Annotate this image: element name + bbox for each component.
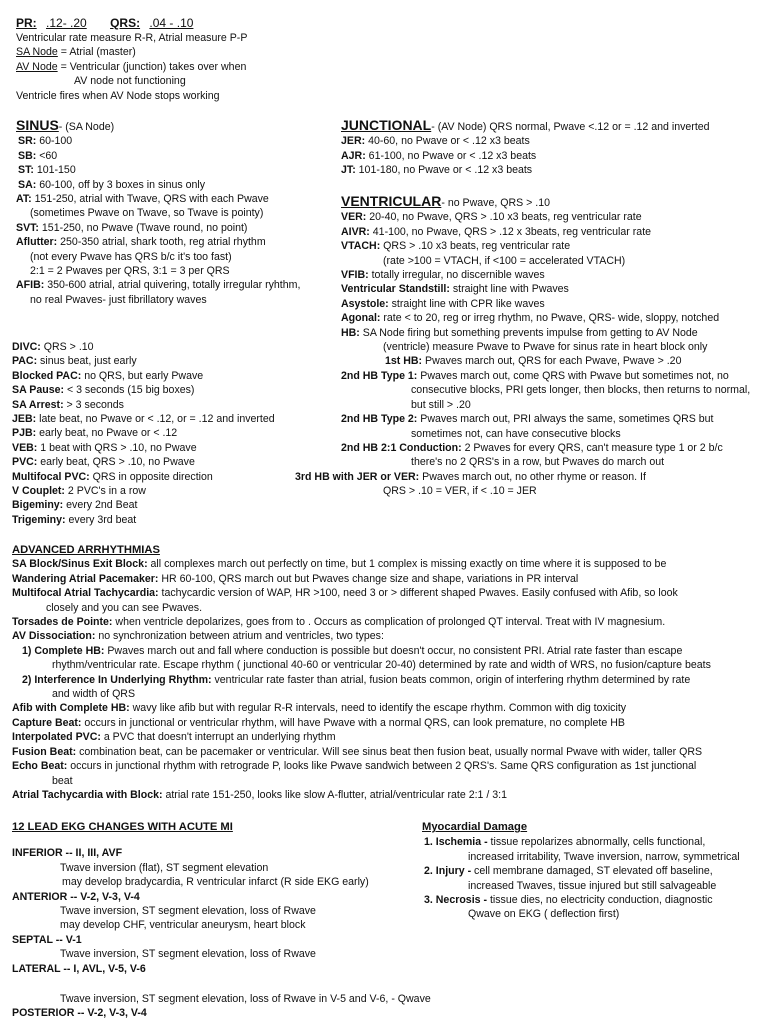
term-text: tachycardic version of WAP, HR >100, need 3 or > different shaped Pwaves. Easily confused with Afib, so look [158,587,678,600]
term-label: 1. Ischemia - [424,836,488,849]
note-line [16,192,346,206]
term-text: atrial rate 151-250, looks like slow A-flutter, atrial/ventricular rate 2:1 / 3:1 [162,788,507,801]
note-line [12,644,762,658]
term-text: early beat, no Pwave or < .12 [36,427,178,440]
term-label: 2) Interference In Underlying Rhythm: [22,673,212,686]
term-text: 60-100, off by 3 boxes in sinus only [36,178,206,191]
note-line [12,470,342,484]
note-line [12,398,342,412]
ekg-section [12,820,431,1021]
note-line [341,163,761,177]
term-text: (ventricle) measure Pwave to Pwave for sinus rate in heart block only [383,341,708,354]
term-text: (rate >100 = VTACH, if <100 = accelerated VTACH) [383,254,626,267]
note-line [341,383,761,397]
myocardial-damage-title: Myocardial Damage [422,821,528,833]
term-label: Wandering Atrial Pacemaker: [12,572,159,585]
term-label: HB: [341,326,360,339]
note-line [341,427,761,441]
note-line [12,498,342,512]
note-line [341,311,761,325]
av-node-term: AV Node [16,60,58,73]
note-line [341,239,761,253]
term-label: 1) Complete HB: [22,644,105,657]
note-line [12,484,342,498]
rate-measure-line: Ventricular rate measure R-R, Atrial measure P-P [16,32,248,44]
term-label: Multifocal PVC: [12,470,90,483]
term-text: QRS in opposite direction [89,470,213,483]
term-label: JER: [341,135,366,148]
ekg-lead-detail: may develop CHF, ventricular aneurysm, heart block [60,919,306,932]
note-line [16,278,346,292]
note-line [12,354,342,368]
term-text: sometimes not, can have consecutive blocks [411,427,621,440]
myocardial-damage-list [422,835,764,921]
note-line [12,441,342,455]
term-label: Asystole: [341,297,389,310]
ekg-lead-detail: may develop bradycardia, R ventricular infarct (R side EKG early) [62,876,369,889]
note-line [12,586,762,600]
ekg-lead-detail: Twave inversion (flat), ST segment elevation [60,861,269,874]
term-label: Multifocal Atrial Tachycardia: [12,587,159,600]
term-text: Pwaves march out, come QRS with Pwave but sometimes not, no [417,369,729,382]
term-text: totally irregular, no discernible waves [368,269,545,282]
term-text: (not every Pwave has QRS b/c it's too fast) [30,250,232,263]
term-text: HR 60-100, QRS march out but Pwaves change size and shape, variations in PR interval [158,572,579,585]
note-line [422,907,764,921]
term-label: 1st HB: [385,355,423,368]
term-text: late beat, no Pwave or < .12, or = .12 and inverted [36,413,275,426]
term-text: Pwaves march out and fall where conduction is possible but doesn't occur, no consistent PRI. Atrial rate faster than escape [104,644,683,657]
note-line [341,369,761,383]
ekg-lead-heading: SEPTAL -- V-1 [12,933,82,946]
term-text: no synchronization between atrium and ventricles, two types: [95,630,384,643]
term-text: < 3 seconds (15 big boxes) [64,384,195,397]
note-line [12,788,762,802]
note-line [16,293,346,307]
term-text: when ventricle depolarizes, goes from to . Occurs as complication of prolonged QT interval. Treat with IV magnesium. [112,616,666,629]
sinus-heading [16,118,346,134]
note-line [16,206,346,220]
heart-block-list [295,354,761,498]
note-line [422,879,764,893]
sinus-section [16,118,346,307]
note-line [12,716,762,730]
av-node-line [16,60,247,74]
term-text: Pwaves march out, no other rhyme or reason. If [419,470,646,483]
term-text: 2 PVC's in a row [64,485,146,498]
term-text: and width of QRS [52,688,136,701]
note-line [12,426,342,440]
note-line [16,264,346,278]
term-label: Interpolated PVC: [12,731,101,744]
note-line [341,149,761,163]
av-node-cont: AV node not functioning [74,75,186,88]
note-line [12,701,762,715]
term-text: straight line with Pwaves [449,283,569,296]
sinus-title-suffix: - (SA Node) [58,121,115,133]
junctional-heading [341,118,761,134]
note-line [12,513,342,527]
term-text: wavy like afib but with regular R-R intervals, need to identify the escape rhythm. Common with dig toxicity [129,702,627,715]
term-text: rhythm/ventricular rate. Escape rhythm ( junctional 40-60 or ventricular 20-40) determined by rate and width of WRS, no fusion/capture beats [52,659,711,672]
note-line [12,383,342,397]
note-line [341,326,761,340]
term-label: V Couplet: [12,485,65,498]
note-line [341,210,761,224]
ekg-lead-detail: Twave inversion, ST segment elevation, loss of Rwave [60,905,316,918]
qrs-value: .04 - .10 [149,16,194,30]
junctional-title-suffix: - (AV Node) QRS normal, Pwave <.12 or = .12 and inverted [431,121,710,133]
term-label: ST: [18,164,34,177]
term-text: occurs in junctional rhythm with retrograde P, looks like Pwave sandwich between 2 QRS's. Same QRS configuration as 1st junctional [67,760,697,773]
sinus-list [16,134,346,307]
term-text: 41-100, no Pwave, QRS > .12 x 3beats, reg ventricular rate [369,225,652,238]
note-line [341,354,761,368]
term-label: 3rd HB with JER or VER: [295,470,420,483]
term-label: SB: [18,149,37,162]
term-label: PJB: [12,427,37,440]
term-label: PAC: [12,355,38,368]
ventricular-list [341,210,761,354]
note-line [12,601,762,615]
note-line [341,412,761,426]
term-label: 2. Injury - [424,865,472,878]
ekg-lead-heading: LATERAL -- I, AVL, V-5, V-6 [12,962,146,975]
note-line [12,615,762,629]
ventricular-title-suffix: - no Pwave, QRS > .10 [441,197,550,209]
note-line [422,864,764,878]
term-text: all complexes march out perfectly on time, but 1 complex is missing exactly on time where it is supposed to be [147,558,667,571]
advanced-title: ADVANCED ARRHYTHMIAS [12,544,160,556]
term-label: VEB: [12,441,38,454]
term-text: beat [52,774,73,787]
note-line [12,629,762,643]
term-text: 350-600 atrial, atrial quivering, totally irregular ryhthm, [44,279,301,292]
term-label: SVT: [16,221,39,234]
term-text: QRS > .10 = VER, if < .10 = JER [383,485,537,498]
note-line [12,658,762,672]
term-label: SA: [18,178,37,191]
term-text: occurs in junctional or ventricular rhythm, will have Pwave with a normal QRS, can look premature, no complete HB [81,716,625,729]
note-line [12,572,762,586]
term-text: 250-350 atrial, shark tooth, reg atrial rhythm [57,236,266,249]
term-label: PVC: [12,456,38,469]
note-line [16,250,346,264]
interval-line [16,16,247,31]
term-text: 2 Pwaves for every QRS, can't measure type 1 or 2 b/c [461,441,723,454]
term-text: 60-100 [36,135,73,148]
term-text: 2:1 = 2 Pwaves per QRS, 3:1 = 3 per QRS [30,265,230,278]
note-line [12,673,762,687]
advanced-section [12,543,762,802]
note-line [341,282,761,296]
note-line [12,412,342,426]
note-line [422,850,764,864]
term-label: Capture Beat: [12,716,82,729]
ekg-title: 12 LEAD EKG CHANGES WITH ACUTE MI [12,821,233,833]
junctional-section [341,118,761,178]
term-text: rate < to 20, reg or irreg rhythm, no Pwave, QRS- wide, sloppy, notched [380,312,720,325]
note-line [12,745,762,759]
term-text: consecutive blocks, PRI gets longer, then blocks, then returns to normal, [411,384,751,397]
sa-node-term: SA Node [16,46,58,59]
myocardial-damage-section [422,820,764,922]
term-label: SA Block/Sinus Exit Block: [12,558,148,571]
note-line [422,835,764,849]
term-label: SA Pause: [12,384,65,397]
note-line [16,134,346,148]
term-label: Ventricular Standstill: [341,283,450,296]
term-text: sinus beat, just early [37,355,137,368]
term-label: Aflutter: [16,236,58,249]
note-line [295,470,761,484]
term-label: JT: [341,164,356,177]
ventricular-heading [341,194,761,210]
term-text: Pwaves march out, PRI always the same, sometimes QRS but [417,413,714,426]
ekg-lead-heading: INFERIOR -- II, III, AVF [12,847,123,860]
term-text: increased Twaves, tissue injured but still salvageable [468,879,717,892]
note-line [12,455,342,469]
term-label: SA Arrest: [12,398,64,411]
term-label: Fusion Beat: [12,745,77,758]
ventricle-fires-line: Ventricle fires when AV Node stops working [16,89,220,102]
junctional-list [341,134,761,177]
term-text: straight line with CPR like waves [388,297,545,310]
qrs-label: QRS: [110,16,141,30]
ekg-list [12,846,431,1020]
term-label: Echo Beat: [12,760,68,773]
note-line [16,221,346,235]
term-text: every 2nd Beat [63,499,138,512]
term-text: a PVC that doesn't interrupt an underlying rhythm [100,731,336,744]
term-text: 40-60, no Pwave or < .12 x3 beats [365,135,530,148]
term-text: Pwaves march out, QRS for each Pwave, Pwave > .20 [422,355,682,368]
note-line [422,893,764,907]
note-line [12,687,762,701]
term-text: QRS > .10 x3 beats, reg ventricular rate [380,240,571,253]
ventricular-section [295,193,761,499]
note-line [341,340,761,354]
ventricular-title: VENTRICULAR [341,193,442,209]
ekg-lead-detail: Twave inversion, ST segment elevation, loss of Rwave in V-5 and V-6, - Qwave [60,993,431,1006]
term-text: cell membrane damaged, ST elevated off baseline, [471,865,713,878]
advanced-list [12,557,762,802]
term-text: there's no 2 QRS's in a row, but Pwaves do march out [411,456,665,469]
term-label: 3. Necrosis - [424,894,488,907]
term-label: Agonal: [341,312,381,325]
term-label: 2nd HB Type 2: [341,413,418,426]
term-text: ventricular rate faster than atrial, fusion beats common, origin of interfering rhythm determined by rate [211,673,691,686]
av-node-def: = Ventricular (junction) takes over when [57,60,247,73]
term-label: JEB: [12,413,37,426]
term-text: tissue repolarizes abnormally, cells functional, [487,836,706,849]
term-text: combination beat, can be pacemaker or ventricular. Will see sinus beat then fusion beat, usually normal Pwave with wider, taller QRS [76,745,703,758]
term-label: Trigeminy: [12,513,66,526]
term-text: increased irritability, Twave inversion, narrow, symmetrical [468,850,740,863]
term-label: AT: [16,193,32,206]
term-text: 151-250, atrial with Twave, QRS with each Pwave [31,193,269,206]
term-text: <60 [36,149,58,162]
note-line [12,340,342,354]
term-label: AFIB: [16,279,45,292]
sinus-title: SINUS [16,117,59,133]
note-line [12,774,762,788]
sa-node-line [16,45,247,59]
misc-list [12,340,342,527]
term-label: VER: [341,211,367,224]
junctional-title: JUNCTIONAL [341,117,432,133]
term-label: Torsades de Pointe: [12,616,113,629]
term-text: SA Node firing but something prevents impulse from getting to AV Node [359,326,698,339]
note-line [341,297,761,311]
term-text: Qwave on EKG ( deflection first) [468,908,620,921]
term-text: but still > .20 [411,398,471,411]
note-line [16,149,346,163]
note-line [12,730,762,744]
pr-value: .12- .20 [46,16,87,30]
note-line [341,484,761,498]
note-line [341,254,761,268]
ekg-lead-heading: ANTERIOR -- V-2, V-3, V-4 [12,890,140,903]
term-text: QRS > .10 [40,341,94,353]
ekg-lead-detail: Twave inversion, ST segment elevation, loss of Rwave [60,948,316,961]
term-text: 101-150 [33,164,76,177]
term-text: tissue dies, no electricity conduction, diagnostic [487,894,713,907]
term-label: AV Dissociation: [12,630,96,643]
misc-section [12,340,342,527]
note-line [341,455,761,469]
term-text: no QRS, but early Pwave [81,369,204,382]
note-line [341,225,761,239]
term-label: DIVC: [12,341,41,353]
term-text: 151-250, no Pwave (Twave round, no point) [38,221,248,234]
term-text: no real Pwaves- just fibrillatory waves [30,293,207,306]
term-label: Bigeminy: [12,499,64,512]
note-line [341,398,761,412]
note-line [341,268,761,282]
pr-label: PR: [16,16,37,30]
term-text: > 3 seconds [63,398,124,411]
note-line [12,557,762,571]
term-label: SR: [18,135,37,148]
term-label: Atrial Tachycardia with Block: [12,788,163,801]
term-label: 2nd HB 2:1 Conduction: [341,441,462,454]
term-label: Afib with Complete HB: [12,702,130,715]
note-line [16,178,346,192]
term-label: AIVR: [341,225,370,238]
term-text: 101-180, no Pwave or < .12 x3 beats [355,164,533,177]
note-line [341,134,761,148]
note-line [12,759,762,773]
intro-block [16,16,247,103]
term-label: 2nd HB Type 1: [341,369,418,382]
note-line [12,369,342,383]
term-text: closely and you can see Pwaves. [46,601,203,614]
term-label: AJR: [341,149,366,162]
term-text: every 3rd beat [65,513,137,526]
note-line [16,163,346,177]
note-line [341,441,761,455]
note-line [16,235,346,249]
term-text: early beat, QRS > .10, no Pwave [37,456,195,469]
term-label: Blocked PAC: [12,369,82,382]
term-text: 61-100, no Pwave or < .12 x3 beats [365,149,537,162]
sa-node-def: = Atrial (master) [57,46,136,59]
term-label: VFIB: [341,269,369,282]
ekg-lead-heading: POSTERIOR -- V-2, V-3, V-4 [12,1007,147,1020]
term-text: 20-40, no Pwave, QRS > .10 x3 beats, reg ventricular rate [366,211,642,224]
term-text: 1 beat with QRS > .10, no Pwave [37,441,197,454]
term-label: VTACH: [341,240,381,253]
term-text: (sometimes Pwave on Twave, so Twave is pointy) [30,207,264,220]
